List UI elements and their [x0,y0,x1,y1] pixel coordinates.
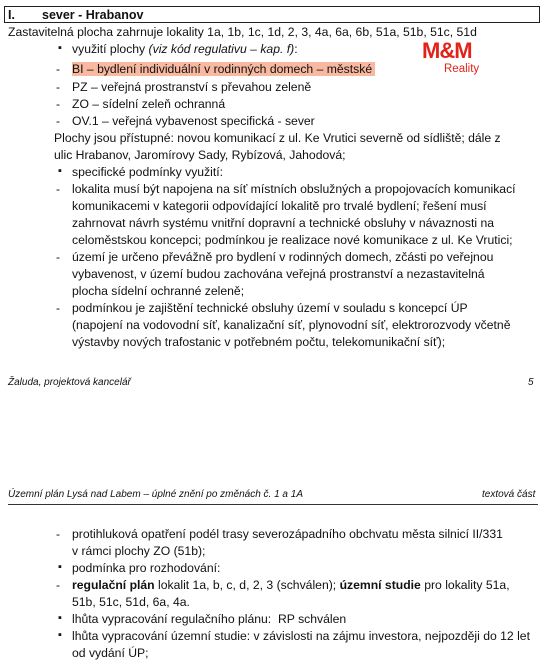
section-title: sever - Hrabanov [42,8,144,22]
usage-note: (viz kód regulativu – kap. f) [148,42,295,56]
decision-text-2: pro lokality 51a, [420,578,510,592]
decision-regulation-plan: regulační plán [72,578,155,592]
condition-1-line-1 [72,181,534,197]
deadline-study-line-2: od vydání ÚP; [72,646,149,660]
dash-bullet-icon: - [56,578,61,592]
decision-label: podmínka pro rozhodování: [72,561,221,575]
decision-line-1 [72,577,510,593]
decision-text-1: lokalit 1a, b, c, d, 2, 3 (schválen); [154,578,340,592]
deadline-regulation-plan: lhůta vypracování regulačního plánu: RP schválen [72,612,347,626]
deadline-study-line-1: lhůta vypracování územní studie: v závislosti na zájmu investora, nejpozději do 12 let [72,629,530,643]
header-rule [8,504,538,505]
conditions-label: specifické podmínky využití: [72,165,224,179]
square-bullet-icon: ▪ [58,42,62,54]
dash-bullet-icon: - [56,301,61,315]
usage-item-ov: OV.1 – veřejná vybavenost specifická - sever [72,114,315,128]
condition-text: lokalita musí být napojena na síť místních obslužných a propojovacích komunikací [72,182,516,196]
dash-bullet-icon: - [56,97,61,111]
dash-bullet-icon: - [56,62,61,76]
intro-line: Zastavitelná plocha zahrnuje lokality 1a, 1b, 1c, 1d, 2, 3, 4a, 6a, 6b, 51a, 51b, 51c, 51d [8,25,477,39]
document-page-2 [0,475,549,671]
condition-1-line-2 [72,198,534,214]
condition-3-line-2: (napojení na vodovodní síť, kanalizační síť, plynovodní síť, elektrorozvody včetně [72,318,511,332]
dash-bullet-icon: - [56,80,61,94]
section-number: I. [8,8,15,22]
usage-label: využití plochy [72,42,146,56]
access-line-2: ulic Hrabanov, Jaromírovy Sady, Rybízová, Jahodová; [54,148,346,162]
condition-4-line-1: protihluková opatření podél trasy severozápadního obchvatu města silnicí II/331 [72,527,503,541]
condition-text: zahrnovat návrh systému vnitřní dopravní a technické obsluhy v návaznosti na [72,216,495,230]
logo-subtitle: Reality [444,63,480,75]
decision-territorial-study: územní studie [339,578,421,592]
page-header-title: Územní plán Lysá nad Labem – úplné znění po změnách č. 1 a 1A [8,489,304,500]
logo-brand: M&M [422,38,472,63]
page-separator [0,405,549,475]
usage-colon: : [294,42,298,56]
condition-2-line-1: území je určeno převážně pro bydlení v rodinných domech, zčásti po veřejnou [72,250,494,264]
square-bullet-icon: ▪ [58,629,62,641]
mm-reality-logo [422,38,492,78]
condition-4-line-2: v rámci plochy ZO (51b); [72,544,206,558]
condition-text: komunikacemi v kategorii odpovídající lokalitě pro trvalé bydlení; řešení musí [72,199,487,213]
condition-3-line-1: podmínkou je zajištění technické obsluhy území v souladu s koncepcí ÚP [72,301,468,315]
condition-3-line-3: výstavby nových trafostanic v potřebném počtu, telekomunikační síť); [72,335,446,349]
dash-bullet-icon: - [56,114,61,128]
condition-2-line-2: vybavenost, v území budou zachována veřejná prostranství a nezastavitelná [72,267,485,281]
square-bullet-icon: ▪ [58,165,62,177]
condition-1-line-4: celoměstskou koncepci; podmínkou je realizace nové komunikace z ul. Ke Vrutici; [72,233,513,247]
square-bullet-icon: ▪ [58,561,62,573]
dash-bullet-icon: - [56,250,61,264]
usage-item-bi [72,61,375,77]
footer-company: Žaluda, projektová kancelář [8,377,131,388]
usage-item-pz: PZ – veřejná prostranství s převahou zeleně [72,80,312,94]
page-header-section: textová část [482,489,536,500]
decision-line-2: 51b, 51c, 51d, 6a, 4a. [72,595,190,609]
dash-bullet-icon: - [56,527,61,541]
condition-1-line-3 [72,215,534,231]
usage-item-zo: ZO – sídelní zeleň ochranná [72,97,226,111]
square-bullet-icon: ▪ [58,612,62,624]
dash-bullet-icon: - [56,182,61,196]
usage-item-text: BI – bydlení individuální v rodinných domech – městské [72,62,375,76]
condition-2-line-3: plocha sídelní ochranné zeleně; [72,284,245,298]
footer-page-number: 5 [528,377,534,388]
access-line-1: Plochy jsou přístupné: novou komunikací z ul. Ke Vrutici severně od sídliště; dále z [54,131,501,145]
usage-heading [72,41,298,57]
